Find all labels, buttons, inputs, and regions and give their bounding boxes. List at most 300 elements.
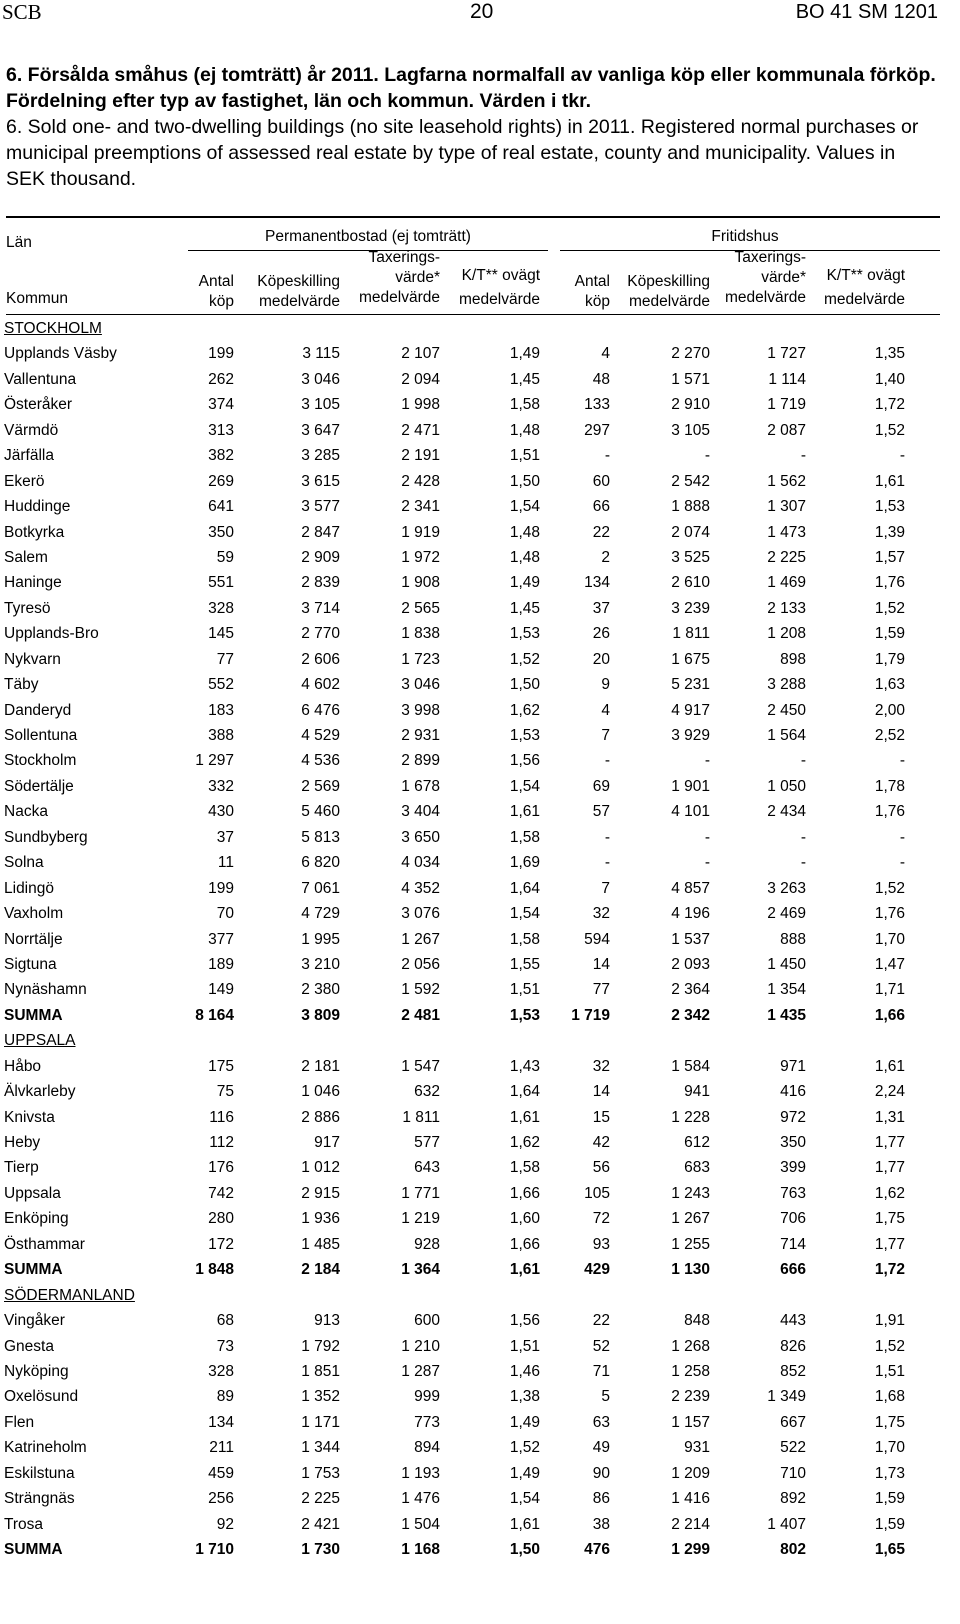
table-cell: 1,61 (874, 472, 905, 490)
table-cell: 1,54 (509, 777, 540, 795)
table-cell: 577 (414, 1134, 440, 1151)
table-cell: 1,76 (874, 574, 905, 592)
table-cell: 4 (601, 701, 610, 719)
table-cell: 928 (414, 1235, 440, 1253)
table-cell: 4 (601, 345, 610, 363)
table-cell: 1 210 (401, 1337, 440, 1355)
table-cell: 2 421 (301, 1515, 340, 1533)
table-cell: 1 719 (767, 396, 806, 414)
table-cell: 931 (684, 1439, 710, 1457)
table-cell: 522 (780, 1439, 806, 1457)
table-cell: 2 191 (401, 447, 440, 465)
table-cell: 175 (208, 1057, 234, 1075)
table-row (0, 418, 940, 443)
table-cell: 116 (209, 1108, 234, 1126)
municipality-name: Värmdö (4, 421, 59, 439)
municipality-name: Salem (4, 548, 48, 566)
table-cell: 2 184 (301, 1261, 340, 1279)
title-english: 6. Sold one- and two-dwelling buildings (no site leasehold rights) in 2011. Registered normal purchases or municipal preemptions of assessed real estate by type of real estate, county and municipality. Values in SEK thousand. (6, 116, 919, 190)
table-cell: 37 (592, 599, 610, 617)
table-cell: 1,66 (509, 1235, 540, 1253)
table-cell: 4 101 (671, 803, 710, 821)
table-cell: 4 917 (671, 701, 710, 719)
municipality-name: Tierp (4, 1159, 39, 1177)
table-cell: 4 729 (301, 905, 340, 923)
table-cell: 1,53 (874, 498, 905, 516)
table-cell: 2,52 (874, 727, 905, 744)
municipality-name: SUMMA (4, 1541, 63, 1558)
table-cell: 2 770 (301, 625, 340, 643)
table-cell: 183 (208, 701, 234, 719)
table-cell: 1 564 (767, 727, 806, 744)
table-row (0, 1359, 940, 1384)
table-cell: 551 (208, 574, 234, 592)
table-cell: 1,69 (509, 854, 540, 872)
table-cell: 1 228 (671, 1108, 710, 1126)
county-name: STOCKHOLM (4, 320, 102, 337)
table-cell: 443 (780, 1312, 806, 1330)
table-cell: - (899, 828, 905, 846)
table-row (0, 469, 940, 494)
table-cell: 7 (601, 879, 610, 897)
table-cell: 1 352 (301, 1388, 340, 1406)
table-cell: 848 (684, 1312, 710, 1330)
table-cell: 430 (208, 803, 234, 821)
table-cell: 1,75 (874, 1413, 905, 1431)
table-cell: 32 (592, 1057, 610, 1075)
municipality-name: Vingåker (4, 1312, 65, 1330)
municipality-name: Solna (4, 854, 44, 872)
table-cell: 1 936 (301, 1210, 340, 1228)
table-cell: 93 (592, 1235, 610, 1253)
table-row (0, 1054, 940, 1079)
table-cell: 38 (592, 1515, 610, 1533)
table-row (0, 1105, 940, 1130)
col-header-6: Köpeskilling medelvärde (627, 273, 710, 310)
table-cell: 683 (684, 1159, 710, 1177)
table-row (0, 1410, 940, 1435)
table-row (0, 520, 940, 545)
table-row (0, 545, 940, 570)
table-cell: 1 157 (671, 1413, 710, 1431)
table-cell: 1 723 (401, 650, 440, 668)
table-row (0, 901, 940, 926)
table-cell: 2 469 (767, 905, 806, 923)
table-cell: 1,51 (509, 1337, 540, 1355)
municipality-name: SUMMA (4, 1006, 63, 1024)
county-name: UPPSALA (4, 1032, 76, 1050)
table-cell: 37 (216, 828, 234, 846)
table-cell: 92 (216, 1515, 234, 1533)
table-cell: 26 (592, 625, 610, 643)
table-cell: 1 972 (401, 548, 440, 566)
table-cell: - (604, 854, 610, 872)
table-cell: 11 (217, 854, 234, 872)
table-cell: 32 (592, 905, 610, 923)
table-cell: 1,61 (509, 1261, 540, 1279)
table-row (0, 1155, 940, 1180)
table-row (0, 1334, 940, 1359)
table-cell: 388 (208, 727, 234, 744)
table-cell: 1,64 (509, 1083, 540, 1101)
table-cell: 1,53 (509, 625, 540, 643)
table-cell: 2 (601, 548, 610, 566)
table-cell: 4 602 (301, 676, 340, 694)
table-cell: 1 571 (671, 370, 710, 388)
table-cell: 1 287 (401, 1362, 440, 1380)
table-cell: 199 (208, 345, 234, 363)
table-row (0, 1232, 940, 1257)
table-cell: 1,57 (874, 548, 905, 566)
table-cell: 2 270 (671, 345, 710, 363)
table-row (0, 1079, 940, 1104)
table-cell: 1 050 (767, 777, 806, 795)
table-cell: 1,61 (874, 1057, 905, 1075)
municipality-name: Täby (4, 676, 39, 694)
table-cell: 3 577 (301, 498, 340, 516)
table-cell: 374 (208, 396, 234, 414)
table-cell: 1,73 (874, 1464, 905, 1482)
table-row (0, 698, 940, 723)
table-cell: 5 (601, 1388, 610, 1406)
table-cell: - (800, 854, 806, 872)
table-cell: 459 (208, 1464, 234, 1482)
table-cell: 1 255 (671, 1235, 710, 1253)
table-cell: 1 299 (671, 1541, 710, 1558)
table-row (0, 621, 940, 646)
table-cell: 1 297 (195, 752, 234, 770)
table-cell: 2 847 (301, 523, 340, 541)
municipality-name: Botkyrka (4, 523, 65, 541)
table-cell: 1 675 (671, 650, 710, 668)
table-cell: 1,79 (874, 650, 905, 668)
table-cell: 3 105 (301, 396, 340, 414)
table-cell: 1,49 (509, 1413, 540, 1431)
table-row (0, 977, 940, 1002)
table-cell: 3 046 (401, 676, 440, 694)
table-cell: 1,38 (509, 1388, 540, 1406)
table-cell: 1 344 (301, 1439, 340, 1457)
table-row (0, 443, 940, 468)
table-cell: 1,52 (509, 1439, 540, 1457)
table-cell: 892 (780, 1490, 806, 1508)
table-cell: 898 (780, 650, 806, 668)
table-cell: 2 181 (301, 1057, 340, 1075)
table-cell: - (704, 447, 710, 465)
table-cell: 5 231 (671, 676, 710, 694)
table-cell: 1,51 (509, 981, 540, 999)
table-cell: 1,66 (509, 1184, 540, 1202)
municipality-name: Nynäshamn (4, 981, 87, 999)
table-cell: 3 285 (301, 447, 340, 465)
table-cell: 22 (592, 523, 610, 541)
table-cell: 4 857 (671, 879, 710, 897)
table-cell: 1,62 (509, 1134, 540, 1151)
table-cell: 8 164 (195, 1006, 234, 1024)
table-cell: 971 (780, 1057, 806, 1075)
table-cell: 1,39 (874, 523, 905, 541)
table-cell: 1 349 (767, 1388, 806, 1406)
table-row (0, 1130, 940, 1155)
table-row (0, 952, 940, 977)
table-cell: 706 (780, 1210, 806, 1228)
table-cell: 1,56 (509, 752, 540, 770)
municipality-name: Eskilstuna (4, 1464, 75, 1482)
table-cell: 4 529 (301, 727, 340, 744)
table-row (0, 494, 940, 519)
table-cell: 1,64 (509, 879, 540, 897)
table-cell: 2 839 (301, 574, 340, 592)
table-cell: 1,72 (874, 1261, 905, 1279)
municipality-name: Trosa (4, 1515, 44, 1533)
table-title (6, 62, 936, 192)
table-cell: 57 (592, 803, 610, 821)
table-row (0, 748, 940, 773)
table-cell: - (800, 828, 806, 846)
municipality-name: Flen (4, 1413, 35, 1431)
table-cell: 7 061 (301, 879, 340, 897)
table-cell: 399 (780, 1159, 806, 1177)
table-cell: 1,62 (874, 1184, 905, 1202)
municipality-name: Huddinge (4, 498, 71, 516)
table-cell: 3 076 (401, 905, 440, 923)
table-cell: 63 (592, 1413, 610, 1431)
table-cell: 20 (592, 650, 610, 668)
table-cell: 377 (208, 930, 234, 948)
table-cell: 4 352 (401, 879, 440, 897)
table-cell: 2,00 (874, 701, 905, 719)
table-cell: 1 407 (767, 1515, 806, 1533)
table-cell: 280 (208, 1210, 234, 1228)
table-row (0, 570, 940, 595)
municipality-name: Nacka (4, 803, 48, 821)
table-cell: 2 239 (671, 1388, 710, 1406)
municipality-name: Uppsala (4, 1184, 61, 1202)
table-cell: 641 (208, 498, 234, 516)
county-heading-row (0, 1028, 940, 1053)
table-cell: 1,66 (874, 1006, 905, 1024)
county-heading-row (0, 1283, 940, 1308)
table-cell: 2 910 (671, 396, 710, 414)
table-cell: 1,63 (874, 676, 905, 694)
county-name: SÖDERMANLAND (4, 1286, 135, 1304)
table-cell: 1,76 (874, 905, 905, 923)
municipality-name: Järfälla (4, 447, 54, 465)
table-cell: 1,54 (509, 905, 540, 923)
table-cell: 1,53 (509, 1006, 540, 1024)
summary-row (0, 1003, 940, 1028)
row-header-municipality: Kommun (6, 290, 69, 307)
table-cell: 1,65 (874, 1541, 905, 1558)
table-cell: 1 848 (195, 1261, 234, 1279)
table-cell: 1 469 (767, 574, 806, 592)
table-cell: 1 678 (401, 777, 440, 795)
table-cell: 2 364 (671, 981, 710, 999)
table-cell: 66 (592, 498, 610, 516)
table-cell: 3 650 (401, 828, 440, 846)
municipality-name: Sundbyberg (4, 828, 88, 846)
table-cell: 1,61 (509, 1108, 540, 1126)
table-cell: 1 901 (671, 777, 710, 795)
table-cell: 3 647 (301, 421, 340, 439)
municipality-name: Ekerö (4, 472, 45, 490)
table-cell: 1,45 (509, 599, 540, 617)
table-row (0, 367, 940, 392)
table-cell: - (899, 447, 905, 465)
table-cell: 72 (592, 1210, 610, 1228)
municipality-name: Sigtuna (4, 955, 57, 973)
table-cell: 2 133 (767, 599, 806, 617)
table-cell: 1,52 (874, 1337, 905, 1355)
table-cell: 1 435 (767, 1006, 806, 1024)
table-cell: 1 811 (402, 1108, 440, 1126)
table-row (0, 392, 940, 417)
summary-row (0, 1257, 940, 1282)
table-cell: 2 915 (301, 1184, 340, 1202)
table-row (0, 1308, 940, 1333)
table-cell: 600 (414, 1312, 440, 1330)
table-cell: 1,60 (509, 1210, 540, 1228)
table-cell: 2,24 (874, 1083, 905, 1101)
table-cell: 894 (414, 1439, 440, 1457)
table-cell: 2 886 (301, 1108, 340, 1126)
table-cell: 1 130 (671, 1261, 710, 1279)
summary-row (0, 1537, 940, 1562)
table-cell: 1,49 (509, 574, 540, 592)
table-cell: 1 208 (767, 625, 806, 643)
row-header-county: Län (6, 234, 32, 251)
table-cell: 763 (780, 1184, 806, 1202)
table-cell: 1,70 (874, 1439, 905, 1457)
table-cell: 269 (208, 472, 234, 490)
municipality-name: Älvkarleby (4, 1083, 76, 1101)
table-cell: 1 504 (401, 1515, 440, 1533)
table-cell: 1,58 (509, 396, 540, 414)
table-cell: 328 (208, 1362, 234, 1380)
table-cell: 3 525 (671, 548, 710, 566)
table-cell: - (800, 447, 806, 465)
table-cell: 1 243 (671, 1184, 710, 1202)
table-cell: 1,77 (874, 1159, 905, 1177)
table-cell: 1 710 (195, 1541, 234, 1558)
table-cell: 77 (216, 650, 234, 668)
table-cell: 14 (592, 1083, 610, 1101)
table-row (0, 1461, 940, 1486)
table-cell: 2 341 (401, 498, 440, 516)
table-cell: 1,71 (874, 981, 905, 999)
table-cell: 1 995 (301, 930, 340, 948)
table-cell: 1 268 (671, 1337, 710, 1355)
table-cell: 1 537 (671, 930, 710, 948)
table-cell: 1,43 (509, 1057, 540, 1075)
table-cell: 6 820 (301, 854, 340, 872)
table-body (0, 316, 940, 1562)
table-cell: 1,48 (509, 421, 540, 439)
table-cell: 2 056 (401, 955, 440, 973)
municipality-name: SUMMA (4, 1261, 63, 1279)
table-cell: 4 536 (301, 752, 340, 770)
table-cell: 1,47 (874, 955, 905, 973)
table-row (0, 1206, 940, 1231)
table-cell: 1 592 (401, 981, 440, 999)
table-cell: 2 225 (767, 548, 806, 566)
table-cell: 1,62 (509, 701, 540, 719)
table-cell: 710 (780, 1464, 806, 1482)
table-cell: 773 (414, 1413, 440, 1431)
table-cell: 211 (209, 1439, 234, 1457)
table-cell: 3 615 (301, 472, 340, 490)
table-cell: 1,40 (874, 370, 905, 388)
table-cell: 714 (780, 1235, 806, 1253)
table-cell: - (800, 752, 806, 770)
table-row (0, 850, 940, 875)
table-cell: 429 (584, 1261, 610, 1279)
table-cell: 2 094 (401, 370, 440, 388)
table-cell: 1,51 (874, 1362, 905, 1380)
header-bottom-rule (6, 314, 940, 315)
publisher-label: SCB (2, 0, 42, 24)
table-cell: 68 (216, 1312, 234, 1330)
table-cell: 70 (216, 905, 234, 923)
municipality-name: Katrineholm (4, 1439, 87, 1457)
table-cell: 48 (592, 370, 610, 388)
table-cell: 1 267 (671, 1210, 710, 1228)
table-cell: 1 046 (301, 1083, 340, 1101)
municipality-name: Upplands-Bro (4, 625, 99, 643)
municipality-name: Östhammar (4, 1235, 85, 1253)
table-cell: 1 547 (401, 1057, 440, 1075)
table-cell: 71 (592, 1362, 610, 1380)
table-cell: 1,31 (874, 1108, 905, 1126)
table-cell: 1 219 (401, 1210, 440, 1228)
table-cell: 1 998 (401, 396, 440, 414)
table-cell: 999 (414, 1388, 440, 1406)
county-heading-row (0, 316, 940, 341)
table-row (0, 1512, 940, 1537)
table-cell: 612 (684, 1134, 710, 1151)
col-header-7: Taxerings- värde* medelvärde (725, 249, 806, 306)
table-cell: 172 (208, 1235, 234, 1253)
table-cell: 552 (208, 676, 234, 694)
table-cell: 2 214 (671, 1515, 710, 1533)
table-cell: 1 771 (401, 1184, 440, 1202)
table-cell: 1,58 (509, 930, 540, 948)
table-cell: 1,72 (874, 396, 905, 414)
table-cell: 3 046 (301, 370, 340, 388)
municipality-name: Stockholm (4, 752, 77, 770)
table-cell: 3 239 (671, 599, 710, 617)
table-cell: 60 (592, 472, 610, 490)
table-cell: 1,48 (509, 523, 540, 541)
table-cell: 1,54 (509, 498, 540, 516)
municipality-name: Österåker (4, 396, 73, 414)
table-cell: 3 404 (401, 803, 440, 821)
table-cell: 382 (208, 447, 234, 465)
series-code: BO 41 SM 1201 (795, 1, 938, 23)
table-row (0, 723, 940, 748)
table-row (0, 1435, 940, 1460)
table-cell: 3 714 (301, 599, 340, 617)
table-cell: 2 434 (767, 803, 806, 821)
table-cell: 1 792 (301, 1337, 340, 1355)
table-cell: 1,61 (509, 803, 540, 821)
table-row (0, 927, 940, 952)
table-cell: 2 606 (301, 650, 340, 668)
table-cell: 105 (584, 1184, 610, 1202)
table-cell: 2 481 (401, 1006, 440, 1024)
table-row (0, 876, 940, 901)
table-cell: 1 258 (671, 1362, 710, 1380)
